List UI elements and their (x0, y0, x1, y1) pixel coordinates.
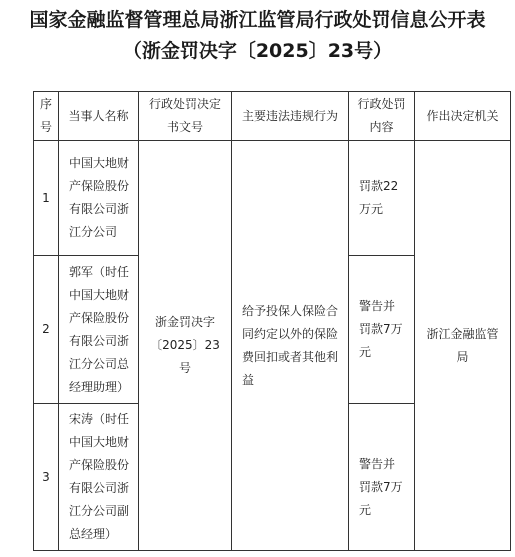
decision-doc-number: 浙金罚决字〔2025〕23号 (139, 141, 232, 551)
page-subtitle: （浙金罚决字〔2025〕23号） (122, 40, 393, 62)
violation-description: 给予投保人保险合同约定以外的保险费回扣或者其他利益 (232, 141, 349, 551)
row-penalty: 警告并罚款7万元 (349, 256, 415, 404)
page-title: 国家金融监督管理总局浙江监管局行政处罚信息公开表 (29, 9, 486, 31)
penalty-info-table (33, 91, 511, 551)
row-party: 中国大地财产保险股份有限公司浙江分公司 (59, 141, 139, 256)
row-no: 1 (34, 141, 59, 256)
header-party: 当事人名称 (59, 92, 139, 141)
row-no: 3 (34, 404, 59, 551)
table-header-row (34, 92, 511, 141)
row-party: 郭军（时任中国大地财产保险股份有限公司浙江分公司总经理助理） (59, 256, 139, 404)
row-no: 2 (34, 256, 59, 404)
row-penalty: 罚款22万元 (349, 141, 415, 256)
deciding-authority: 浙江金融监管局 (415, 141, 511, 551)
header-doc: 行政处罚决定书文号 (139, 92, 232, 141)
table-row (34, 141, 511, 256)
header-no: 序号 (34, 92, 59, 141)
row-penalty: 警告并罚款7万元 (349, 404, 415, 551)
header-penalty: 行政处罚内容 (349, 92, 415, 141)
row-party: 宋涛（时任中国大地财产保险股份有限公司浙江分公司副总经理） (59, 404, 139, 551)
header-violation: 主要违法违规行为 (232, 92, 349, 141)
header-authority: 作出决定机关 (415, 92, 511, 141)
